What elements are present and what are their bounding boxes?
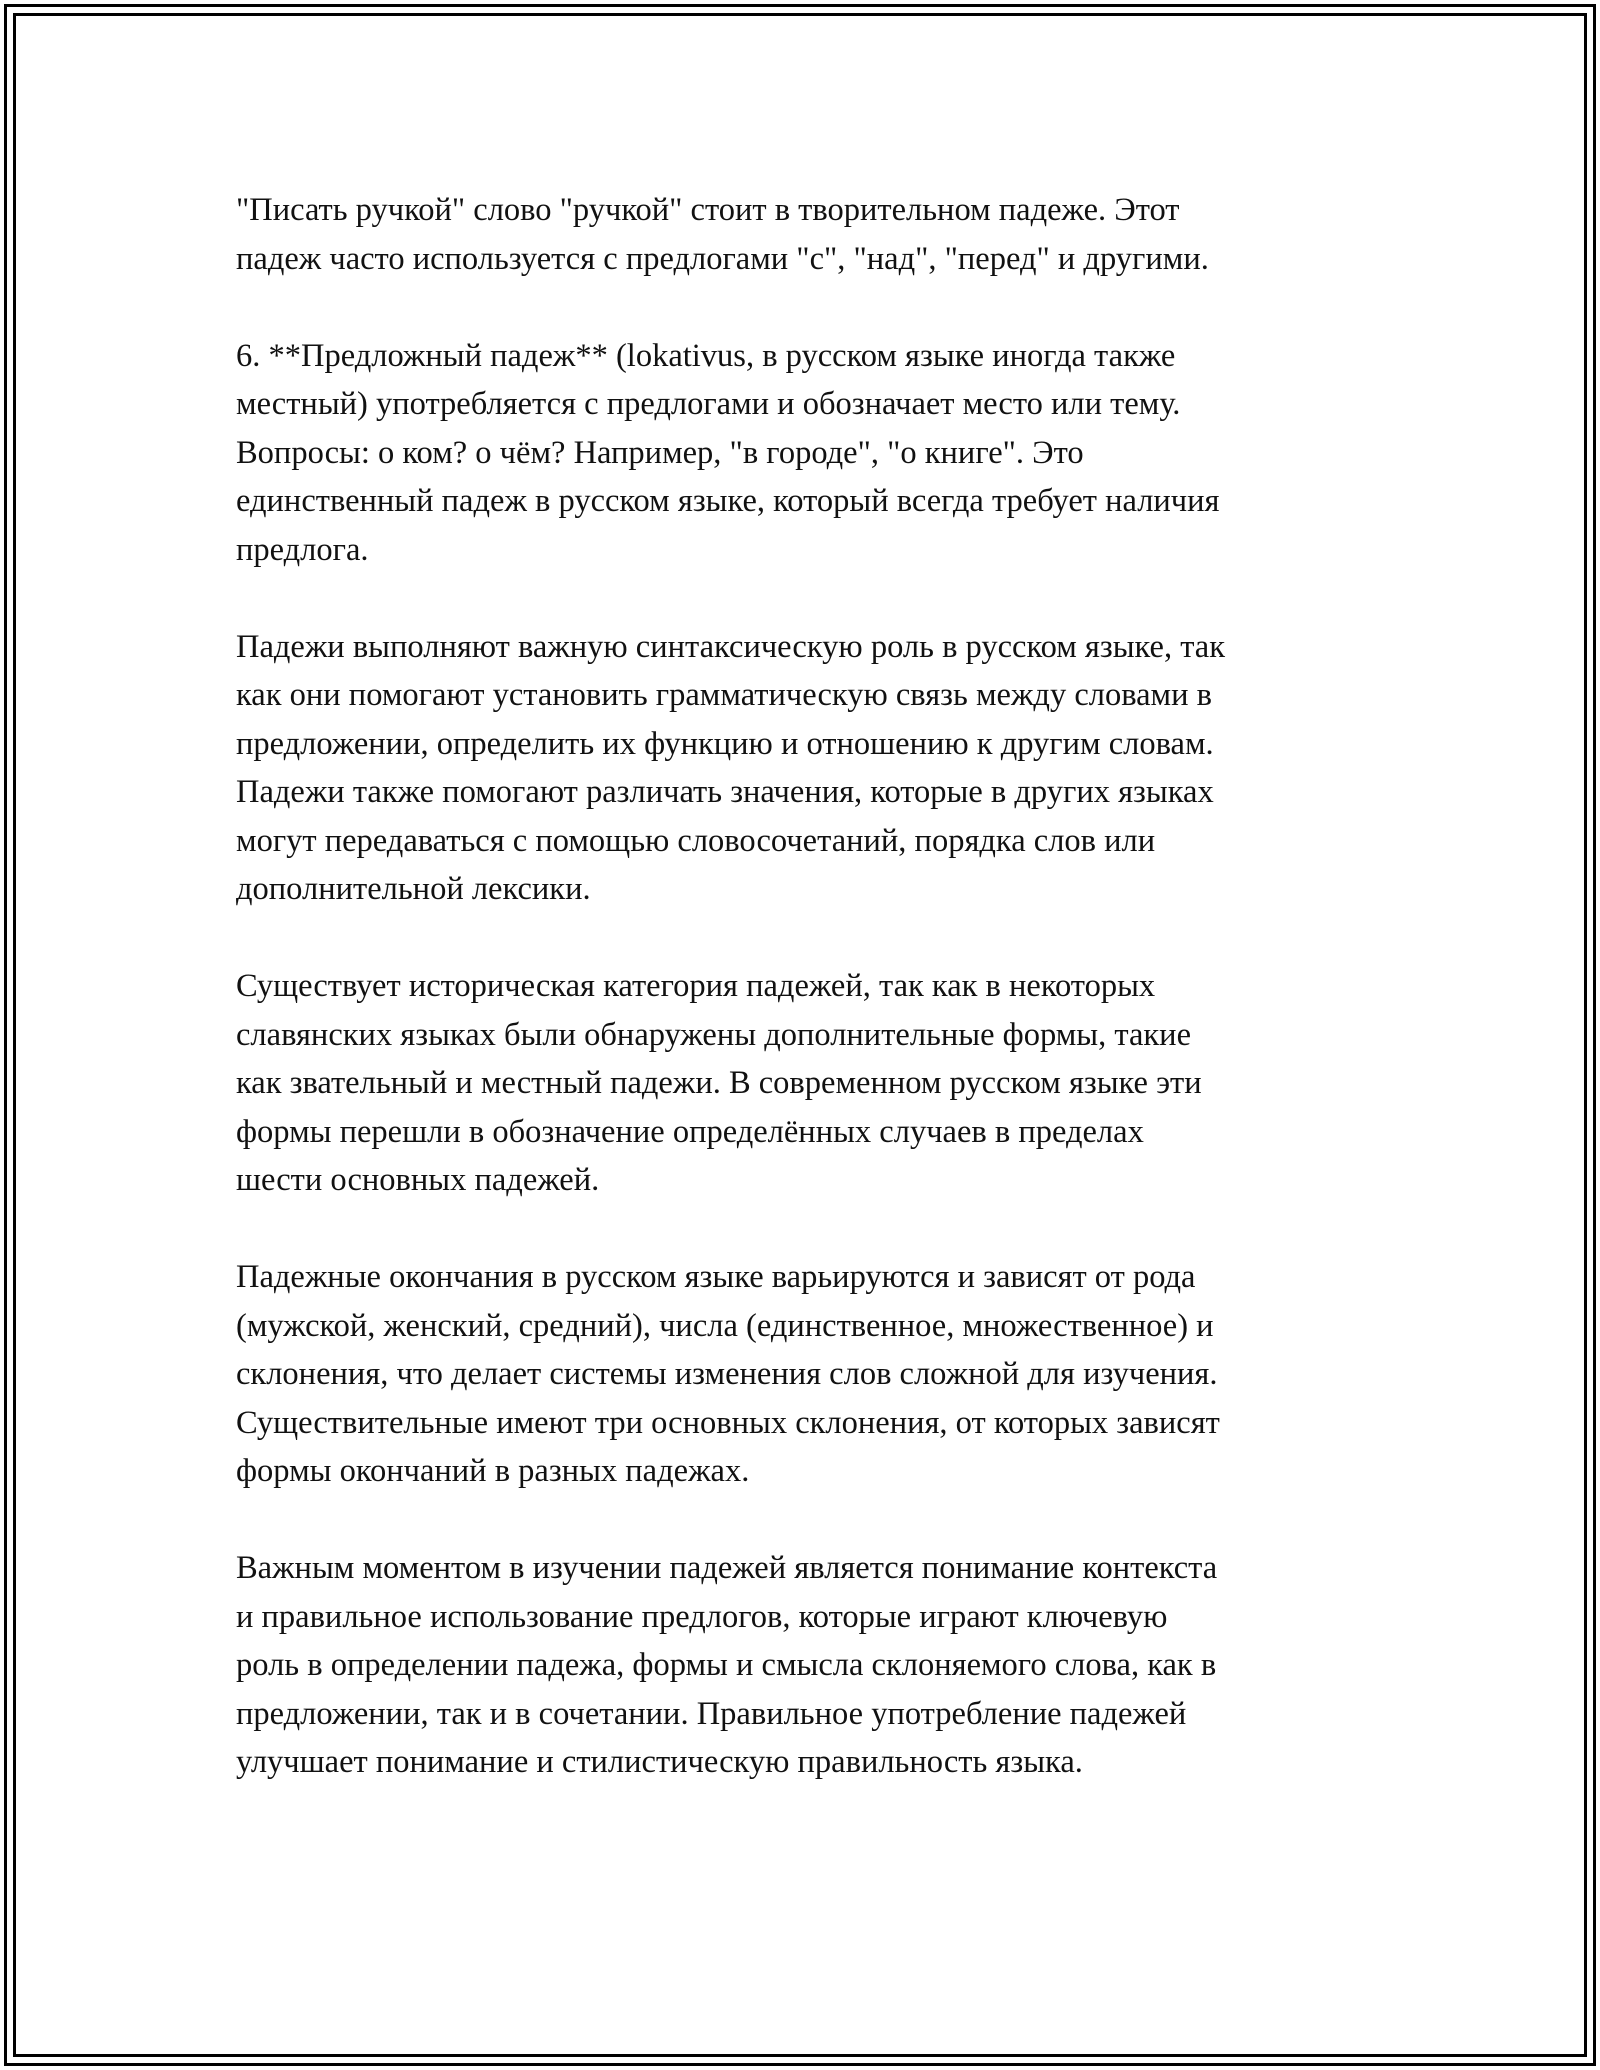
text-line: местный) употребляется с предлогами и обозначает место или тему. [236, 386, 1181, 422]
text-line: Существительные имеют три основных склонения, от которых зависят [236, 1404, 1220, 1441]
text-line: предложении, определить их функцию и отношению к другим словам. [236, 725, 1214, 762]
text-line: могут передаваться с помощью словосочетаний, порядка слов или [236, 822, 1156, 859]
text-line: дополнительной лексики. [236, 871, 591, 907]
text-line: и правильное использование предлогов, которые играют ключевую [236, 1598, 1168, 1635]
text-line: Вопросы: о ком? о чём? Например, "в городе", "о книге". Это [236, 434, 1084, 471]
text-line: предлога. [236, 531, 369, 568]
paragraph [236, 332, 1396, 575]
text-line: склонения, что делает системы изменения слов сложной для изучения. [236, 1356, 1218, 1392]
text-line: Падежные окончания в русском языке варьируются и зависят от рода [236, 1259, 1196, 1295]
text-line: падеж часто используется с предлогами "с", "над", "перед" и другими. [236, 240, 1209, 277]
text-line: Падежи также помогают различать значения, которые в других языках [236, 774, 1214, 810]
paragraph [236, 1544, 1396, 1787]
text-line: Существует историческая категория падежей, так как в некоторых [236, 968, 1156, 1004]
text-line: шести основных падежей. [236, 1162, 600, 1198]
text-line: единственный падеж в русском языке, который всегда требует наличия [236, 483, 1220, 519]
paragraph [236, 962, 1396, 1205]
text-line: роль в определении падежа, формы и смысла склоняемого слова, как в [236, 1647, 1217, 1683]
text-line: Падежи выполняют важную синтаксическую роль в русском языке, так [236, 628, 1226, 665]
paragraph [236, 1253, 1396, 1496]
text-line: "Писать ручкой" слово "ручкой" стоит в творительном падеже. Этот [236, 192, 1180, 228]
text-line: 6. **Предложный падеж** (lokativus, в русском языке иногда также [236, 337, 1176, 374]
text-line: предложении, так и в сочетании. Правильное употребление падежей [236, 1695, 1187, 1732]
text-line: улучшает понимание и стилистическую правильность языка. [236, 1744, 1083, 1780]
paragraph [236, 186, 1396, 283]
text-line: формы перешли в обозначение определённых случаев в пределах [236, 1113, 1144, 1150]
text-line: Важным моментом в изучении падежей является понимание контекста [236, 1550, 1218, 1586]
text-line: как звательный и местный падежи. В современном русском языке эти [236, 1065, 1202, 1101]
paragraph [236, 623, 1396, 914]
document-body [236, 186, 1396, 1835]
text-line: (мужской, женский, средний), числа (единственное, множественное) и [236, 1307, 1214, 1344]
text-line: формы окончаний в разных падежах. [236, 1453, 750, 1489]
text-line: как они помогают установить грамматическую связь между словами в [236, 677, 1212, 713]
text-line: славянских языках были обнаружены дополнительные формы, такие [236, 1016, 1191, 1053]
